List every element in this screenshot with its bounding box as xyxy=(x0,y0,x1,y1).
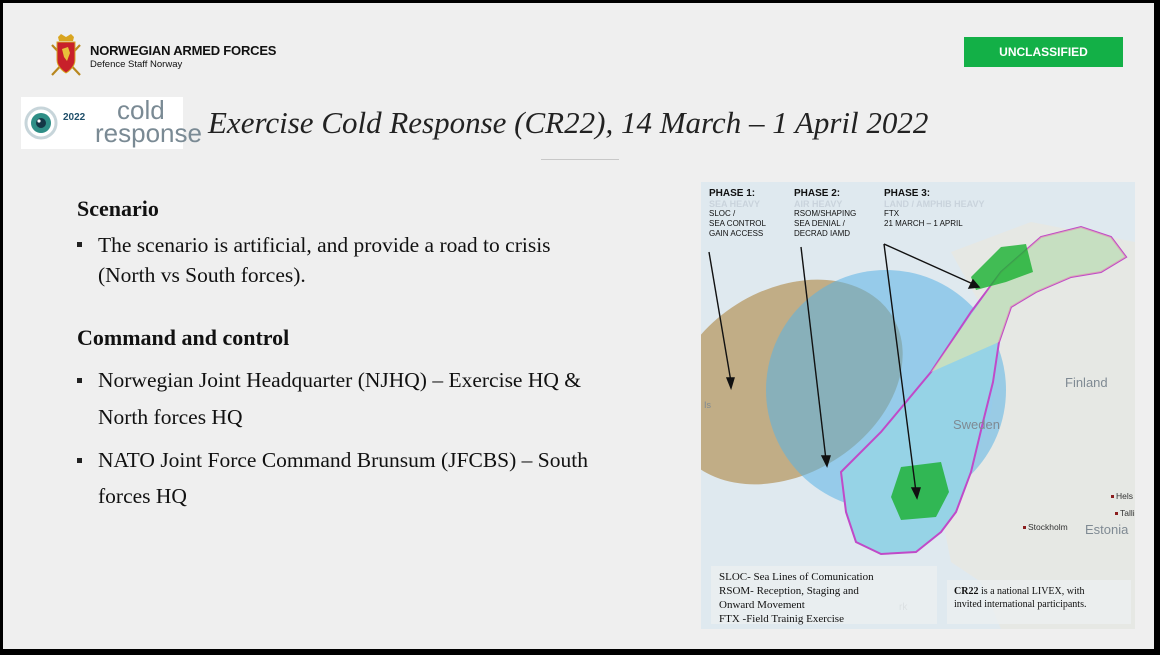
phase-2-label: PHASE 2: AIR HEAVY RSOM/SHAPING SEA DENIAL / DECRAD IAMD xyxy=(794,188,857,238)
bullet-line: The scenario is artificial, and provide a road to crisis xyxy=(98,233,551,257)
classification-badge: UNCLASSIFIED xyxy=(964,37,1123,67)
phase-3-label: PHASE 3: LAND / AMPHIB HEAVY FTX 21 MARCH – 1 APRIL xyxy=(884,188,985,228)
city-marker xyxy=(1115,512,1118,515)
city-marker xyxy=(1023,526,1026,529)
slide-title: Exercise Cold Response (CR22), 14 March – 1 April 2022 xyxy=(208,105,929,140)
map-graphic xyxy=(701,182,1135,629)
bullet-line: Norwegian Joint Headquarter (NJHQ) – Exercise HQ & xyxy=(98,368,582,392)
heading-scenario: Scenario xyxy=(77,196,159,221)
org-name: NORWEGIAN ARMED FORCES xyxy=(90,42,277,58)
logo-word-cold: cold xyxy=(117,95,165,125)
org-subtitle: Defence Staff Norway xyxy=(90,58,183,70)
bullet-line: forces HQ xyxy=(98,484,187,508)
title-divider xyxy=(541,159,619,160)
bullet-scenario xyxy=(77,230,652,290)
bullet-marker xyxy=(77,242,82,247)
city-helsinki: Hels xyxy=(1111,491,1133,501)
phase-1-label: PHASE 1: SEA HEAVY SLOC / SEA CONTROL GAIN ACCESS xyxy=(709,188,766,238)
bullet-line: NATO Joint Force Command Brunsum (JFCBS) – South xyxy=(98,448,588,472)
bullet-jfcbs xyxy=(77,442,652,514)
label-partial-is: Is xyxy=(704,400,712,410)
cold-response-logo xyxy=(21,95,202,149)
bullet-marker xyxy=(77,378,82,383)
map-legend: SLOC- Sea Lines of Comunication RSOM- Reception, Staging and Onward Movement FTX -Field Trainig Exercise xyxy=(711,566,937,624)
city-marker xyxy=(1111,495,1114,498)
slide xyxy=(3,3,1154,649)
armed-forces-crest-icon xyxy=(48,33,84,79)
livex-note: CR22 is a national LIVEX, with invited international participants. xyxy=(947,580,1131,624)
city-stockholm: Stockholm xyxy=(1023,522,1068,532)
slide-body xyxy=(77,196,652,514)
bullet-marker xyxy=(77,458,82,463)
logo-word-response: response xyxy=(95,118,202,148)
logo-year: 2022 xyxy=(63,111,86,123)
label-estonia: Estonia xyxy=(1085,522,1129,537)
org-header xyxy=(48,33,276,79)
label-sweden: Sweden xyxy=(953,417,1000,432)
bullet-line: (North vs South forces). xyxy=(98,263,306,287)
bullet-njhq xyxy=(77,362,652,436)
exercise-map xyxy=(701,182,1135,629)
heading-command-and-control: Command and control xyxy=(77,325,290,350)
city-tallinn: Talli xyxy=(1115,508,1135,518)
bullet-line: North forces HQ xyxy=(98,405,243,429)
label-finland: Finland xyxy=(1065,375,1108,390)
cold-response-eye-icon xyxy=(24,106,58,140)
